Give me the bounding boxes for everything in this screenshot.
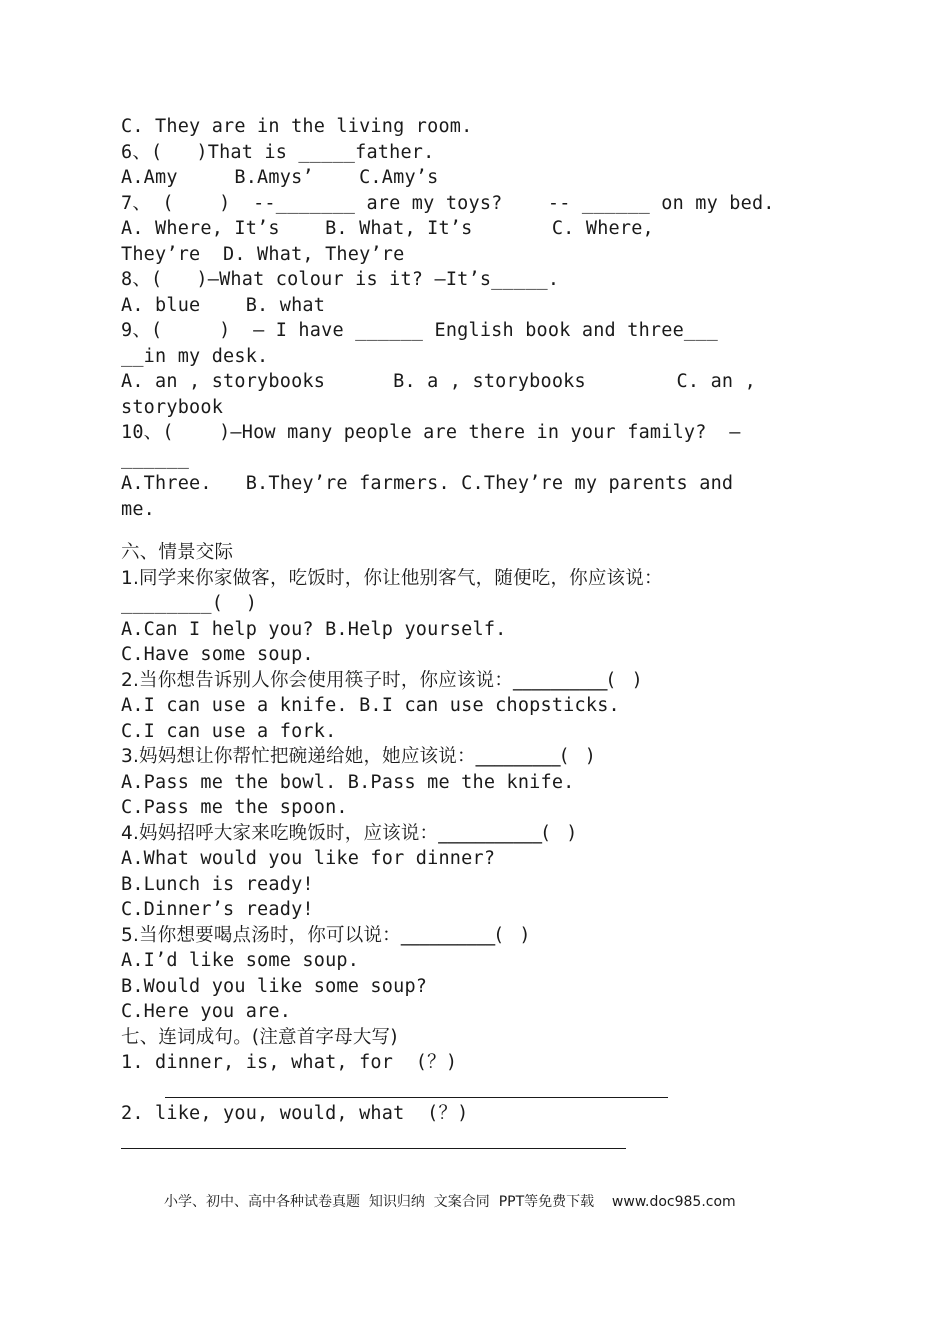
page-footer: 小学、初中、高中各种试卷真题 知识归纳 文案合同 PPT等免费下载 www.doc985.com	[164, 1194, 736, 1210]
text-line: C. They are in the living room.	[121, 116, 473, 137]
question-10-cont: ______	[121, 447, 190, 469]
situation-1-options: A.Can I help you? B.Help yourself.	[121, 618, 507, 640]
question-7-options: A. Where, It’s B. What, It’s C. Where,	[121, 218, 654, 239]
sentence-1: 1. dinner, is, what, for (？)	[121, 1052, 458, 1073]
question-10: 10、( )—How many people are there in your family? —	[121, 422, 741, 443]
situation-5-option-c: C.Here you are.	[121, 1001, 292, 1022]
situation-1-blank: ________( )	[121, 593, 258, 614]
answer-line-1[interactable]	[165, 1097, 668, 1098]
answer-line-2[interactable]	[121, 1148, 626, 1149]
situation-1-options-cont: C.Have some soup.	[121, 644, 314, 665]
sentence-2: 2. like, you, would, what (？)	[121, 1103, 469, 1124]
question-9-cont: __in my desk.	[121, 345, 269, 367]
question-8: 8、( )—What colour is it? —It’s_____.	[121, 269, 560, 290]
situation-5: 5.当你想要喝点汤时，你可以说：__________( )	[121, 924, 529, 946]
question-9-options: A. an , storybooks B. a , storybooks C. an ,	[121, 371, 756, 392]
situation-2: 2.当你想告诉别人你会使用筷子时，你应该说：__________( )	[121, 669, 641, 691]
question-6-options: A.Amy B.Amys’ C.Amy’s	[121, 167, 439, 188]
question-10-options: A.Three. B.They’re farmers. C.They’re my parents and	[121, 473, 734, 494]
situation-4: 4.妈妈招呼大家来吃晚饭时，应该说：___________( )	[121, 822, 576, 844]
situation-1: 1.同学来你家做客，吃饭时，你让他别客气，随便吃，你应该说：	[121, 567, 663, 589]
situation-3: 3.妈妈想让你帮忙把碗递给她，她应该说：_________( )	[121, 746, 594, 767]
situation-4-option-a: A.What would you like for dinner?	[121, 848, 496, 869]
question-7: 7、 ( ) --_______ are my toys? -- ______ on my bed.	[121, 192, 775, 214]
situation-4-option-b: B.Lunch is ready!	[121, 873, 314, 895]
worksheet-page	[121, 114, 781, 1152]
section-6-heading: 六、情景交际	[121, 542, 234, 563]
question-10-options-cont: me.	[121, 498, 156, 520]
question-8-options: A. blue B. what	[121, 294, 326, 316]
blank-line	[121, 522, 781, 540]
question-9-options-cont: storybook	[121, 396, 224, 418]
situation-3-options-cont: C.Pass me the spoon.	[121, 797, 348, 818]
situation-3-options: A.Pass me the bowl. B.Pass me the knife.	[121, 771, 575, 793]
question-7-options-cont: They’re D. What, They’re	[121, 243, 405, 265]
section-7-heading: 七、连词成句。(注意首字母大写)	[121, 1026, 398, 1048]
situation-5-option-b: B.Would you like some soup?	[121, 975, 428, 997]
question-6: 6、( )That is _____father.	[121, 141, 435, 163]
situation-4-option-c: C.Dinner’s ready!	[121, 899, 314, 920]
question-9: 9、( ) — I have ______ English book and three___	[121, 320, 718, 341]
situation-2-options-cont: C.I can use a fork.	[121, 720, 337, 742]
situation-5-option-a: A.I’d like some soup.	[121, 950, 360, 971]
situation-2-options: A.I can use a knife. B.I can use chopsticks.	[121, 695, 620, 716]
